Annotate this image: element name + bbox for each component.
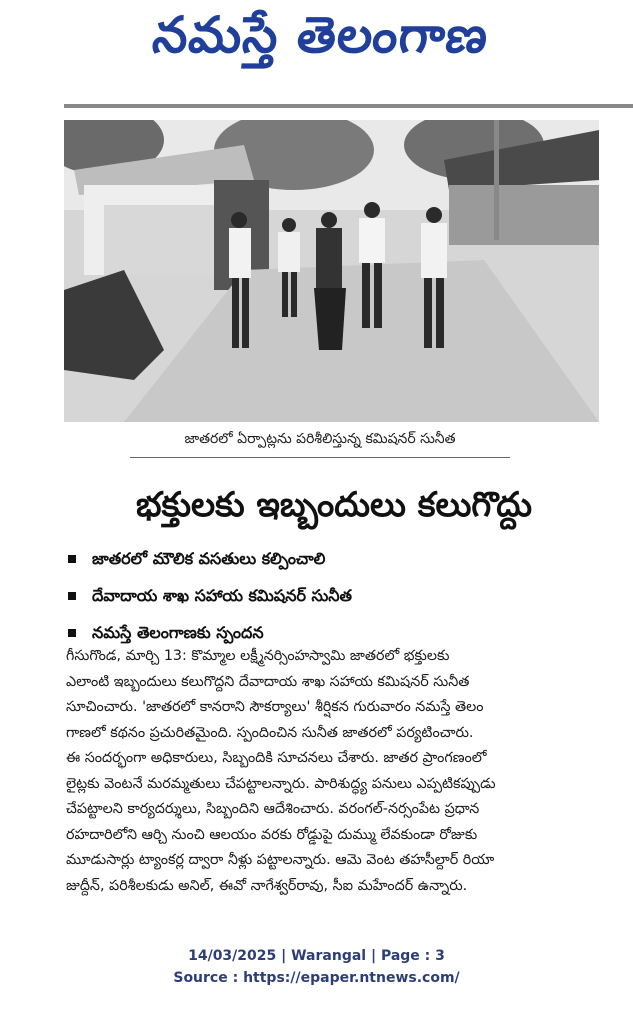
body-line: ఈ సందర్భంగా అధికారులు, సిబ్బందికి సూచనలు చేశారు. జాతర ప్రాంగణంలో [66, 750, 487, 766]
photo-illustration [64, 120, 599, 422]
article-headline: భక్తులకు ఇబ్బందులు కలుగొద్దు [136, 485, 532, 525]
body-line: గాణలో కథనం ప్రచురితమైంది. స్పందించిన సునీత జాతరలో పర్యటించారు. [66, 724, 474, 741]
masthead-divider [64, 104, 633, 108]
edition-info: 14/03/2025 | Warangal | Page : 3 [188, 948, 445, 964]
source-link[interactable]: https://epaper.ntnews.com/ [243, 970, 460, 986]
body-line: మూడుసార్లు ట్యాంకర్ల ద్వారా నీళ్లు పట్టాలన్నారు. ఆమె వెంట తహసీల్దార్ రియా [66, 852, 495, 868]
source-line [0, 967, 633, 989]
highlight-text: జాతరలో మౌలిక వసతులు కల్పించాలి [92, 549, 326, 568]
body-line: చేపట్టాలని కార్యదర్శులు, సిబ్బందిని ఆదేశించారు. వరంగల్-నర్సంపేట ప్రధాన [66, 801, 480, 817]
masthead-logo: నమస్తే తెలంగాణ [149, 5, 492, 64]
body-line: గీసుగొండ, మార్చి 13: కొమ్మాల లక్ష్మీనర్సింహస్వామి జాతరలో భక్తులకు [66, 648, 450, 664]
bullet-square-icon [68, 555, 76, 563]
footer [0, 945, 633, 989]
highlights-list [64, 540, 604, 651]
bullet-square-icon [68, 629, 76, 637]
photo-caption: జాతరలో ఏర్పాట్లను పరిశీలిస్తున్న కమిషనర్ సునీత [130, 427, 510, 458]
body-line: సూచించారు. 'జాతరలో కానరాని సౌకర్యాలు' శీర్షికన గురువారం నమస్తే తెలం [66, 699, 484, 715]
highlight-text: దేవాదాయ శాఖ సహాయ కమిషనర్ సునీత [92, 586, 352, 605]
highlight-item [64, 577, 604, 614]
article-body [66, 644, 606, 899]
bullet-square-icon [68, 592, 76, 600]
body-line: జుద్దీన్, పరిశీలకుడు అనిల్, ఈవో నాగేశ్వర్‌రావు, సీఐ మహేందర్ ఉన్నారు. [66, 877, 468, 894]
body-line: ఎలాంటి ఇబ్బందులు కలుగొద్దని దేవాదాయ శాఖ సహాయ కమిషనర్ సునీత [66, 673, 470, 690]
highlight-text: నమస్తే తెలంగాణకు స్పందన [92, 623, 264, 642]
body-line: రహదారిలోని ఆర్చి నుంచి ఆలయం వరకు రోడ్డుపై దుమ్ము లేవకుండా రోజుకు [66, 826, 478, 843]
body-line: లైట్లకు వెంటనే మరమ్మతులు చేపట్టాలన్నారు. పారిశుద్ధ్య పనులు ఎప్పటికప్పుడు [66, 775, 496, 792]
highlight-item [64, 540, 604, 577]
news-photo [64, 120, 599, 422]
source-label: Source : [173, 970, 244, 986]
